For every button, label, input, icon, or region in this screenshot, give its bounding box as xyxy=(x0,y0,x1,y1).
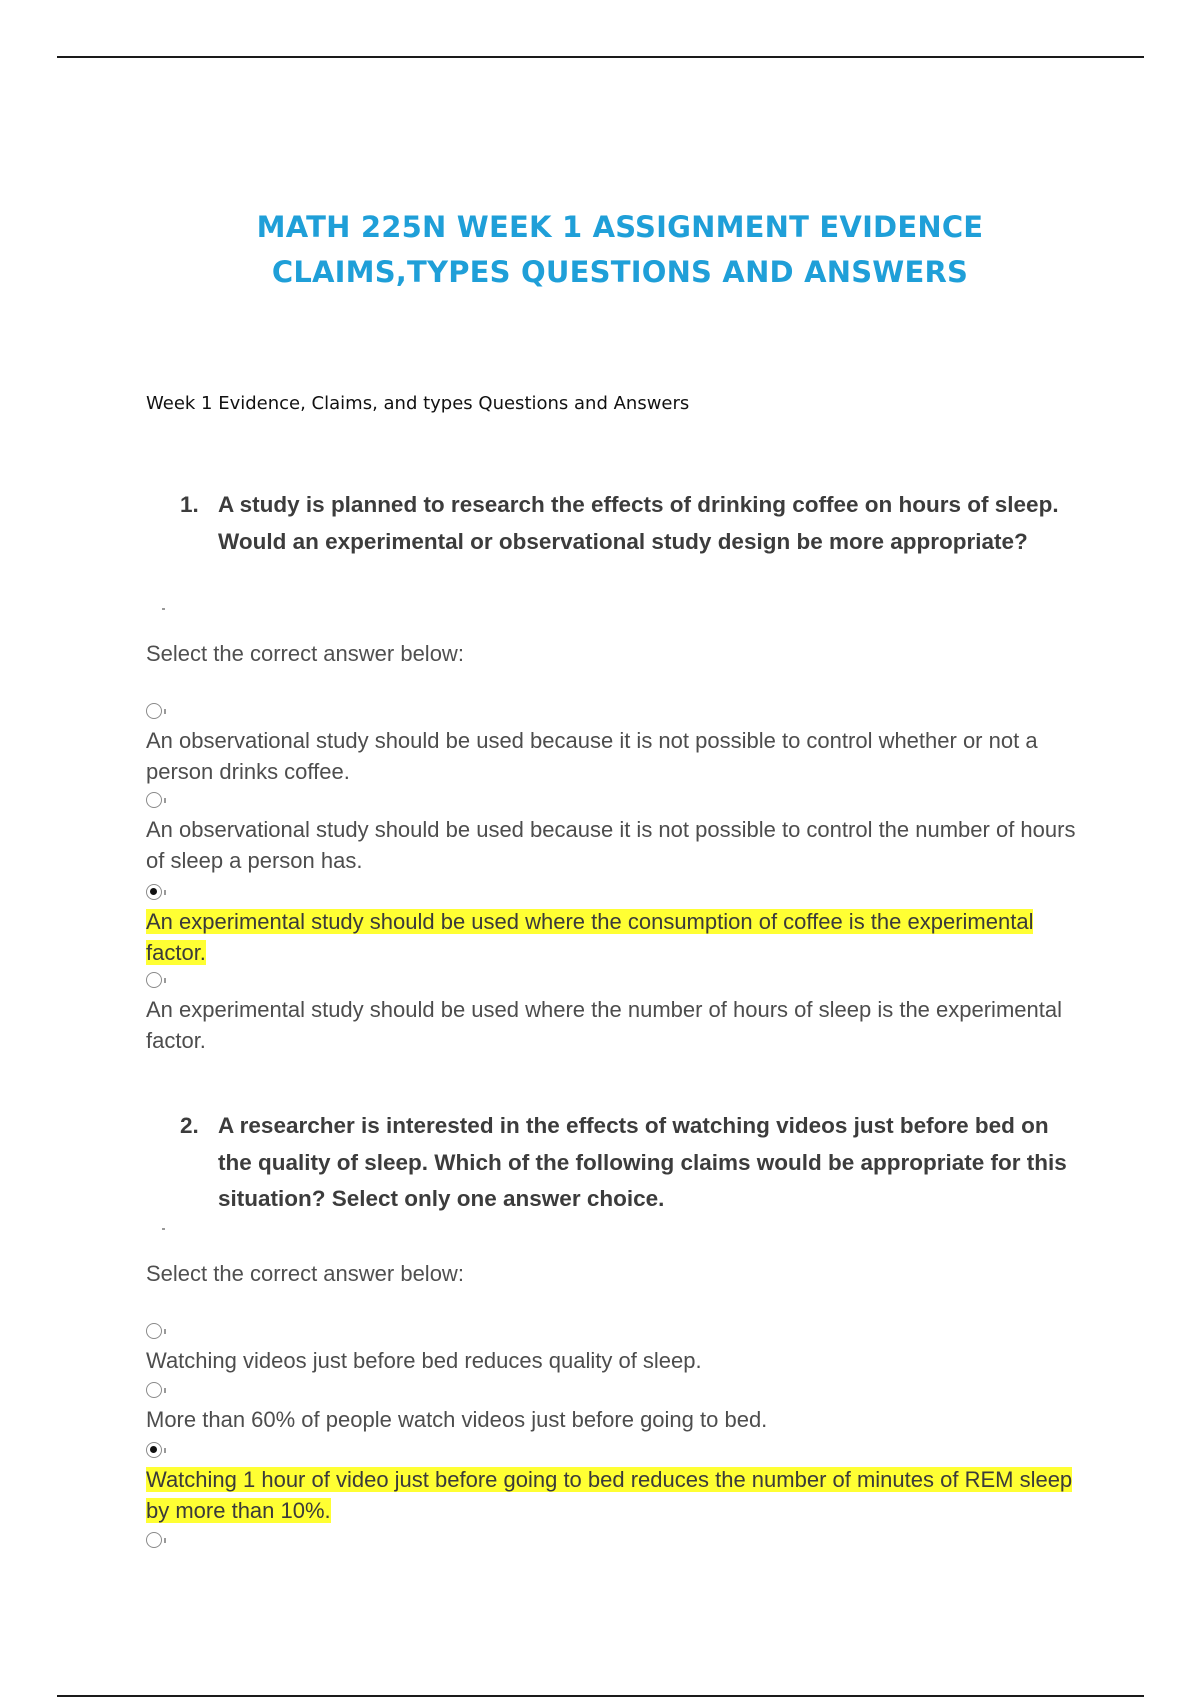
answer-option-selected[interactable] xyxy=(146,884,1086,968)
title-line-1: MATH 225N WEEK 1 ASSIGNMENT EVIDENCE xyxy=(256,210,984,244)
question-text: A researcher is interested in the effects of watching videos just before bed on the quality of sleep. Which of the following claims would be appropriate for this situation? Select only one answer choice. xyxy=(218,1113,1067,1211)
question-number: 2. xyxy=(180,1113,199,1138)
answer-option-text-highlighted xyxy=(146,1464,1086,1526)
answer-option-text: An experimental study should be used where the number of hours of sleep is the experimental factor. xyxy=(146,997,1062,1053)
radio-button-selected[interactable] xyxy=(146,884,162,900)
answer-option-text-highlighted xyxy=(146,906,1086,968)
answer-option-selected[interactable] xyxy=(146,1442,1086,1526)
select-answer-label: Select the correct answer below: xyxy=(146,641,464,666)
highlighted-answer: Watching 1 hour of video just before going to bed reduces the number of minutes of REM sleep by more than 10%. xyxy=(146,1467,1073,1523)
answer-option[interactable] xyxy=(146,1382,1086,1435)
select-answer-label: Select the correct answer below: xyxy=(146,1261,464,1286)
document-title xyxy=(150,205,1090,295)
radio-button[interactable] xyxy=(146,792,162,808)
answer-option[interactable] xyxy=(146,1323,1086,1376)
highlighted-answer: An experimental study should be used where the consumption of coffee is the experimental factor. xyxy=(146,909,1034,965)
radio-button[interactable] xyxy=(146,1323,162,1339)
radio-button[interactable] xyxy=(146,1532,162,1548)
question-number: 1. xyxy=(180,492,199,517)
answer-option[interactable] xyxy=(146,792,1086,876)
title-line-2: CLAIMS,TYPES QUESTIONS AND ANSWERS xyxy=(271,255,969,289)
answer-option[interactable] xyxy=(146,703,1086,787)
document-subtitle: Week 1 Evidence, Claims, and types Questions and Answers xyxy=(146,393,690,414)
separator-dot xyxy=(162,608,165,610)
radio-button[interactable] xyxy=(146,703,162,719)
question-text: A study is planned to research the effects of drinking coffee on hours of sleep. Would an experimental or observational study design be more appropriate? xyxy=(218,492,1059,554)
answer-option-text: An observational study should be used because it is not possible to control whether or not a person drinks coffee. xyxy=(146,728,1038,784)
answer-option[interactable] xyxy=(146,972,1086,1056)
radio-button[interactable] xyxy=(146,1382,162,1398)
answer-option-text: More than 60% of people watch videos just before going to bed. xyxy=(146,1407,768,1432)
answer-option[interactable] xyxy=(146,1532,1086,1554)
question-2 xyxy=(180,1108,1085,1218)
separator-dot xyxy=(162,1228,165,1230)
bottom-rule xyxy=(57,1695,1144,1697)
radio-button-selected[interactable] xyxy=(146,1442,162,1458)
answer-option-text: An observational study should be used because it is not possible to control the number of hours of sleep a person has. xyxy=(146,817,1076,873)
radio-button[interactable] xyxy=(146,972,162,988)
answer-option-text: Watching videos just before bed reduces quality of sleep. xyxy=(146,1348,702,1373)
top-rule xyxy=(57,56,1144,58)
question-1 xyxy=(180,487,1085,560)
